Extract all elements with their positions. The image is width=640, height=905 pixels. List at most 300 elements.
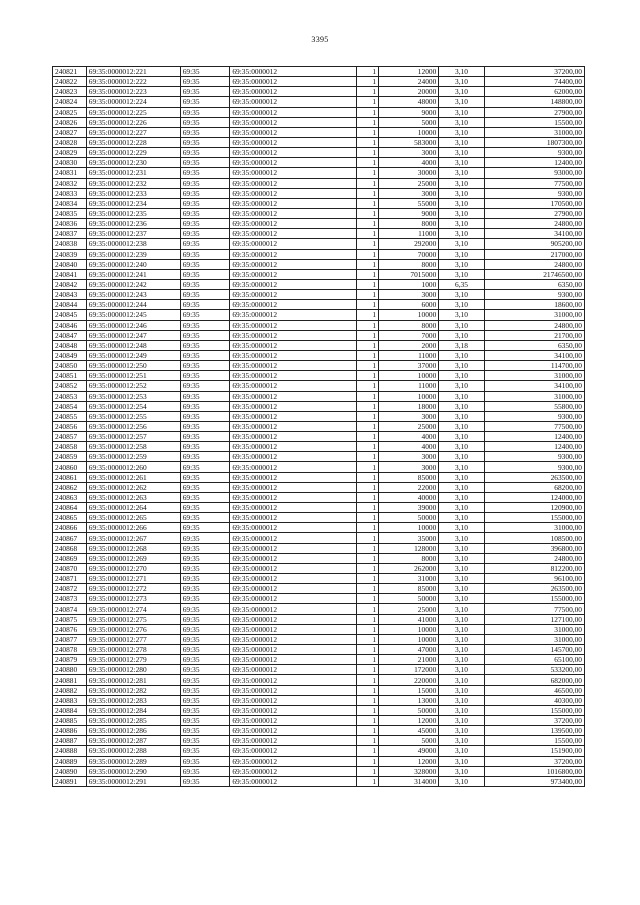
table-row — [53, 442, 585, 452]
table-row — [53, 77, 585, 87]
record-id-cell: 240839 — [53, 249, 87, 259]
cadastral-district-cell: 69:35 — [180, 533, 230, 543]
rate-cell: 3,10 — [439, 239, 484, 249]
cadastral-value-cell: 55800,00 — [484, 401, 584, 411]
table-row — [53, 624, 585, 634]
cadastral-value-cell: 9300,00 — [484, 452, 584, 462]
cadastral-number-cell: 69:35:0000012:234 — [86, 198, 180, 208]
cadastral-value-cell: 1807300,00 — [484, 137, 584, 147]
cadastral-block-cell: 69:35:0000012 — [230, 208, 357, 218]
cadastral-number-cell: 69:35:0000012:281 — [86, 675, 180, 685]
rate-cell: 3,10 — [439, 391, 484, 401]
cadastral-block-cell: 69:35:0000012 — [230, 239, 357, 249]
rate-cell: 3,10 — [439, 107, 484, 117]
cadastral-number-cell: 69:35:0000012:247 — [86, 330, 180, 340]
cadastral-number-cell: 69:35:0000012:264 — [86, 503, 180, 513]
cadastral-block-cell: 69:35:0000012 — [230, 584, 357, 594]
cadastral-block-cell: 69:35:0000012 — [230, 117, 357, 127]
table-row — [53, 695, 585, 705]
table-row — [53, 67, 585, 77]
cadastral-district-cell: 69:35 — [180, 371, 230, 381]
cadastral-value-cell: 12400,00 — [484, 442, 584, 452]
record-id-cell: 240830 — [53, 158, 87, 168]
cadastral-number-cell: 69:35:0000012:250 — [86, 361, 180, 371]
table-row — [53, 432, 585, 442]
table-row — [53, 361, 585, 371]
cadastral-block-cell: 69:35:0000012 — [230, 249, 357, 259]
record-id-cell: 240887 — [53, 736, 87, 746]
cadastral-district-cell: 69:35 — [180, 614, 230, 624]
cadastral-district-cell: 69:35 — [180, 127, 230, 137]
record-id-cell: 240882 — [53, 685, 87, 695]
table-row — [53, 594, 585, 604]
cadastral-number-cell: 69:35:0000012:269 — [86, 553, 180, 563]
cadastral-district-cell: 69:35 — [180, 188, 230, 198]
record-id-cell: 240891 — [53, 776, 87, 786]
cadastral-block-cell: 69:35:0000012 — [230, 716, 357, 726]
rate-cell: 3,10 — [439, 269, 484, 279]
count-cell: 1 — [356, 462, 378, 472]
table-row — [53, 513, 585, 523]
rate-cell: 3,10 — [439, 705, 484, 715]
count-cell: 1 — [356, 239, 378, 249]
cadastral-value-cell: 6350,00 — [484, 340, 584, 350]
record-id-cell: 240847 — [53, 330, 87, 340]
table-row — [53, 614, 585, 624]
cadastral-block-cell: 69:35:0000012 — [230, 634, 357, 644]
cadastral-value-cell: 31000,00 — [484, 371, 584, 381]
cadastral-district-cell: 69:35 — [180, 513, 230, 523]
cadastral-number-cell: 69:35:0000012:254 — [86, 401, 180, 411]
cadastral-value-cell: 31000,00 — [484, 523, 584, 533]
record-id-cell: 240860 — [53, 462, 87, 472]
cadastral-block-cell: 69:35:0000012 — [230, 533, 357, 543]
table-row — [53, 269, 585, 279]
table-row — [53, 259, 585, 269]
cadastral-value-cell: 151900,00 — [484, 746, 584, 756]
cadastral-block-cell: 69:35:0000012 — [230, 756, 357, 766]
cadastral-block-cell: 69:35:0000012 — [230, 67, 357, 77]
cadastral-value-cell: 9300,00 — [484, 411, 584, 421]
cadastral-number-cell: 69:35:0000012:221 — [86, 67, 180, 77]
rate-cell: 3,10 — [439, 655, 484, 665]
table-row — [53, 107, 585, 117]
cadastral-value-cell: 31000,00 — [484, 624, 584, 634]
count-cell: 1 — [356, 279, 378, 289]
cadastral-district-cell: 69:35 — [180, 77, 230, 87]
table-row — [53, 219, 585, 229]
rate-cell: 3,10 — [439, 482, 484, 492]
table-row — [53, 198, 585, 208]
cadastral-number-cell: 69:35:0000012:271 — [86, 574, 180, 584]
area-cell: 5000 — [379, 117, 439, 127]
rate-cell: 3,10 — [439, 776, 484, 786]
record-id-cell: 240870 — [53, 563, 87, 573]
cadastral-district-cell: 69:35 — [180, 87, 230, 97]
count-cell: 1 — [356, 574, 378, 584]
count-cell: 1 — [356, 482, 378, 492]
area-cell: 30000 — [379, 168, 439, 178]
cadastral-number-cell: 69:35:0000012:286 — [86, 726, 180, 736]
cadastral-block-cell: 69:35:0000012 — [230, 746, 357, 756]
cadastral-district-cell: 69:35 — [180, 543, 230, 553]
rate-cell: 3,10 — [439, 746, 484, 756]
record-id-cell: 240833 — [53, 188, 87, 198]
area-cell: 5000 — [379, 736, 439, 746]
cadastral-block-cell: 69:35:0000012 — [230, 340, 357, 350]
cadastral-value-cell: 217000,00 — [484, 249, 584, 259]
count-cell: 1 — [356, 219, 378, 229]
record-id-cell: 240869 — [53, 553, 87, 563]
table-row — [53, 543, 585, 553]
cadastral-value-cell: 31000,00 — [484, 310, 584, 320]
record-id-cell: 240842 — [53, 279, 87, 289]
area-cell: 45000 — [379, 726, 439, 736]
cadastral-district-cell: 69:35 — [180, 67, 230, 77]
cadastral-district-cell: 69:35 — [180, 97, 230, 107]
cadastral-value-cell: 139500,00 — [484, 726, 584, 736]
record-id-cell: 240853 — [53, 391, 87, 401]
rate-cell: 3,10 — [439, 178, 484, 188]
table-row — [53, 127, 585, 137]
rate-cell: 3,10 — [439, 290, 484, 300]
rate-cell: 3,10 — [439, 158, 484, 168]
cadastral-number-cell: 69:35:0000012:259 — [86, 452, 180, 462]
cadastral-district-cell: 69:35 — [180, 239, 230, 249]
area-cell: 3000 — [379, 148, 439, 158]
table-row — [53, 523, 585, 533]
rate-cell: 3,10 — [439, 168, 484, 178]
table-row — [53, 330, 585, 340]
cadastral-block-cell: 69:35:0000012 — [230, 766, 357, 776]
cadastral-district-cell: 69:35 — [180, 391, 230, 401]
table-row — [53, 290, 585, 300]
record-id-cell: 240850 — [53, 361, 87, 371]
cadastral-block-cell: 69:35:0000012 — [230, 97, 357, 107]
table-row — [53, 249, 585, 259]
cadastral-number-cell: 69:35:0000012:238 — [86, 239, 180, 249]
cadastral-block-cell: 69:35:0000012 — [230, 188, 357, 198]
cadastral-value-cell: 21746500,00 — [484, 269, 584, 279]
table-row — [53, 229, 585, 239]
area-cell: 10000 — [379, 371, 439, 381]
record-id-cell: 240881 — [53, 675, 87, 685]
area-cell: 9000 — [379, 208, 439, 218]
cadastral-value-cell: 12400,00 — [484, 158, 584, 168]
area-cell: 25000 — [379, 604, 439, 614]
record-id-cell: 240861 — [53, 472, 87, 482]
cadastral-number-cell: 69:35:0000012:289 — [86, 756, 180, 766]
count-cell: 1 — [356, 361, 378, 371]
cadastral-district-cell: 69:35 — [180, 168, 230, 178]
record-id-cell: 240835 — [53, 208, 87, 218]
cadastral-block-cell: 69:35:0000012 — [230, 503, 357, 513]
cadastral-block-cell: 69:35:0000012 — [230, 645, 357, 655]
record-id-cell: 240886 — [53, 726, 87, 736]
record-id-cell: 240867 — [53, 533, 87, 543]
table-row — [53, 776, 585, 786]
count-cell: 1 — [356, 188, 378, 198]
record-id-cell: 240863 — [53, 492, 87, 502]
count-cell: 1 — [356, 168, 378, 178]
record-id-cell: 240890 — [53, 766, 87, 776]
area-cell: 35000 — [379, 533, 439, 543]
cadastral-block-cell: 69:35:0000012 — [230, 107, 357, 117]
area-cell: 2000 — [379, 340, 439, 350]
rate-cell: 3,10 — [439, 330, 484, 340]
count-cell: 1 — [356, 492, 378, 502]
rate-cell: 3,10 — [439, 77, 484, 87]
area-cell: 50000 — [379, 594, 439, 604]
table-row — [53, 158, 585, 168]
cadastral-value-cell: 74400,00 — [484, 77, 584, 87]
cadastral-number-cell: 69:35:0000012:225 — [86, 107, 180, 117]
cadastral-value-cell: 27900,00 — [484, 208, 584, 218]
cadastral-block-cell: 69:35:0000012 — [230, 381, 357, 391]
cadastral-number-cell: 69:35:0000012:255 — [86, 411, 180, 421]
cadastral-district-cell: 69:35 — [180, 350, 230, 360]
rate-cell: 3,10 — [439, 401, 484, 411]
cadastral-block-cell: 69:35:0000012 — [230, 705, 357, 715]
count-cell: 1 — [356, 158, 378, 168]
area-cell: 12000 — [379, 756, 439, 766]
cadastral-value-cell: 973400,00 — [484, 776, 584, 786]
cadastral-block-cell: 69:35:0000012 — [230, 594, 357, 604]
cadastral-district-cell: 69:35 — [180, 137, 230, 147]
record-id-cell: 240841 — [53, 269, 87, 279]
cadastral-number-cell: 69:35:0000012:262 — [86, 482, 180, 492]
cadastral-number-cell: 69:35:0000012:270 — [86, 563, 180, 573]
rate-cell: 3,10 — [439, 452, 484, 462]
cadastral-block-cell: 69:35:0000012 — [230, 695, 357, 705]
cadastral-number-cell: 69:35:0000012:244 — [86, 300, 180, 310]
count-cell: 1 — [356, 472, 378, 482]
table-row — [53, 391, 585, 401]
cadastral-value-cell: 120900,00 — [484, 503, 584, 513]
cadastral-value-cell: 34100,00 — [484, 350, 584, 360]
cadastral-block-cell: 69:35:0000012 — [230, 137, 357, 147]
count-cell: 1 — [356, 594, 378, 604]
cadastral-district-cell: 69:35 — [180, 452, 230, 462]
area-cell: 6000 — [379, 300, 439, 310]
cadastral-value-cell: 24800,00 — [484, 259, 584, 269]
cadastral-number-cell: 69:35:0000012:279 — [86, 655, 180, 665]
area-cell: 10000 — [379, 523, 439, 533]
cadastral-district-cell: 69:35 — [180, 776, 230, 786]
count-cell: 1 — [356, 756, 378, 766]
cadastral-number-cell: 69:35:0000012:249 — [86, 350, 180, 360]
cadastral-block-cell: 69:35:0000012 — [230, 776, 357, 786]
rate-cell: 3,18 — [439, 340, 484, 350]
count-cell: 1 — [356, 229, 378, 239]
count-cell: 1 — [356, 340, 378, 350]
count-cell: 1 — [356, 208, 378, 218]
cadastral-block-cell: 69:35:0000012 — [230, 492, 357, 502]
count-cell: 1 — [356, 391, 378, 401]
table-row — [53, 492, 585, 502]
count-cell: 1 — [356, 513, 378, 523]
cadastral-block-cell: 69:35:0000012 — [230, 523, 357, 533]
record-id-cell: 240852 — [53, 381, 87, 391]
count-cell: 1 — [356, 442, 378, 452]
record-id-cell: 240873 — [53, 594, 87, 604]
cadastral-district-cell: 69:35 — [180, 716, 230, 726]
cadastral-number-cell: 69:35:0000012:236 — [86, 219, 180, 229]
rate-cell: 3,10 — [439, 726, 484, 736]
cadastral-value-cell: 682000,00 — [484, 675, 584, 685]
rate-cell: 3,10 — [439, 462, 484, 472]
count-cell: 1 — [356, 736, 378, 746]
area-cell: 15000 — [379, 685, 439, 695]
cadastral-number-cell: 69:35:0000012:231 — [86, 168, 180, 178]
area-cell: 47000 — [379, 645, 439, 655]
cadastral-block-cell: 69:35:0000012 — [230, 432, 357, 442]
count-cell: 1 — [356, 584, 378, 594]
cadastral-value-cell: 127100,00 — [484, 614, 584, 624]
cadastral-block-cell: 69:35:0000012 — [230, 553, 357, 563]
area-cell: 7015000 — [379, 269, 439, 279]
cadastral-number-cell: 69:35:0000012:280 — [86, 665, 180, 675]
cadastral-number-cell: 69:35:0000012:227 — [86, 127, 180, 137]
area-cell: 13000 — [379, 695, 439, 705]
record-id-cell: 240883 — [53, 695, 87, 705]
cadastral-number-cell: 69:35:0000012:268 — [86, 543, 180, 553]
cadastral-value-cell: 124000,00 — [484, 492, 584, 502]
table-row — [53, 401, 585, 411]
rate-cell: 3,10 — [439, 543, 484, 553]
cadastral-district-cell: 69:35 — [180, 766, 230, 776]
table-row — [53, 655, 585, 665]
rate-cell: 3,10 — [439, 533, 484, 543]
cadastral-number-cell: 69:35:0000012:245 — [86, 310, 180, 320]
count-cell: 1 — [356, 614, 378, 624]
cadastral-block-cell: 69:35:0000012 — [230, 411, 357, 421]
cadastral-block-cell: 69:35:0000012 — [230, 371, 357, 381]
table-row — [53, 178, 585, 188]
area-cell: 8000 — [379, 259, 439, 269]
count-cell: 1 — [356, 117, 378, 127]
cadastral-block-cell: 69:35:0000012 — [230, 574, 357, 584]
cadastral-block-cell: 69:35:0000012 — [230, 269, 357, 279]
record-id-cell: 240837 — [53, 229, 87, 239]
rate-cell: 3,10 — [439, 645, 484, 655]
cadastral-district-cell: 69:35 — [180, 756, 230, 766]
count-cell: 1 — [356, 320, 378, 330]
cadastral-number-cell: 69:35:0000012:287 — [86, 736, 180, 746]
cadastral-value-cell: 9300,00 — [484, 462, 584, 472]
table-row — [53, 371, 585, 381]
cadastral-district-cell: 69:35 — [180, 279, 230, 289]
cadastral-value-cell: 1016800,00 — [484, 766, 584, 776]
cadastral-block-cell: 69:35:0000012 — [230, 361, 357, 371]
table-row — [53, 168, 585, 178]
cadastral-block-cell: 69:35:0000012 — [230, 350, 357, 360]
table-row — [53, 533, 585, 543]
cadastral-block-cell: 69:35:0000012 — [230, 320, 357, 330]
cadastral-number-cell: 69:35:0000012:278 — [86, 645, 180, 655]
cadastral-number-cell: 69:35:0000012:223 — [86, 87, 180, 97]
count-cell: 1 — [356, 726, 378, 736]
record-id-cell: 240822 — [53, 77, 87, 87]
cadastral-block-cell: 69:35:0000012 — [230, 178, 357, 188]
cadastral-number-cell: 69:35:0000012:256 — [86, 421, 180, 431]
record-id-cell: 240872 — [53, 584, 87, 594]
table-row — [53, 716, 585, 726]
cadastral-district-cell: 69:35 — [180, 736, 230, 746]
rate-cell: 3,10 — [439, 67, 484, 77]
table-row — [53, 746, 585, 756]
cadastral-number-cell: 69:35:0000012:282 — [86, 685, 180, 695]
cadastral-district-cell: 69:35 — [180, 219, 230, 229]
cadastral-block-cell: 69:35:0000012 — [230, 655, 357, 665]
rate-cell: 3,10 — [439, 229, 484, 239]
cadastral-value-cell: 155000,00 — [484, 513, 584, 523]
count-cell: 1 — [356, 330, 378, 340]
area-cell: 10000 — [379, 127, 439, 137]
rate-cell: 3,10 — [439, 563, 484, 573]
cadastral-block-cell: 69:35:0000012 — [230, 482, 357, 492]
cadastral-block-cell: 69:35:0000012 — [230, 401, 357, 411]
cadastral-block-cell: 69:35:0000012 — [230, 290, 357, 300]
count-cell: 1 — [356, 543, 378, 553]
rate-cell: 3,10 — [439, 584, 484, 594]
record-id-cell: 240826 — [53, 117, 87, 127]
count-cell: 1 — [356, 746, 378, 756]
cadastral-district-cell: 69:35 — [180, 705, 230, 715]
rate-cell: 3,10 — [439, 300, 484, 310]
record-id-cell: 240846 — [53, 320, 87, 330]
cadastral-district-cell: 69:35 — [180, 685, 230, 695]
cadastral-district-cell: 69:35 — [180, 269, 230, 279]
cadastral-district-cell: 69:35 — [180, 563, 230, 573]
area-cell: 39000 — [379, 503, 439, 513]
cadastral-block-cell: 69:35:0000012 — [230, 726, 357, 736]
record-id-cell: 240836 — [53, 219, 87, 229]
area-cell: 21000 — [379, 655, 439, 665]
rate-cell: 3,10 — [439, 766, 484, 776]
cadastral-number-cell: 69:35:0000012:252 — [86, 381, 180, 391]
rate-cell: 3,10 — [439, 553, 484, 563]
area-cell: 25000 — [379, 421, 439, 431]
cadastral-value-cell: 62000,00 — [484, 87, 584, 97]
record-id-cell: 240855 — [53, 411, 87, 421]
cadastral-number-cell: 69:35:0000012:276 — [86, 624, 180, 634]
area-cell: 7000 — [379, 330, 439, 340]
table-row — [53, 726, 585, 736]
cadastral-number-cell: 69:35:0000012:232 — [86, 178, 180, 188]
area-cell: 12000 — [379, 67, 439, 77]
cadastral-district-cell: 69:35 — [180, 655, 230, 665]
area-cell: 328000 — [379, 766, 439, 776]
record-id-cell: 240865 — [53, 513, 87, 523]
cadastral-district-cell: 69:35 — [180, 472, 230, 482]
cadastral-block-cell: 69:35:0000012 — [230, 229, 357, 239]
rate-cell: 3,10 — [439, 87, 484, 97]
cadastral-district-cell: 69:35 — [180, 523, 230, 533]
record-id-cell: 240827 — [53, 127, 87, 137]
record-id-cell: 240878 — [53, 645, 87, 655]
cadastral-number-cell: 69:35:0000012:257 — [86, 432, 180, 442]
table-row — [53, 462, 585, 472]
cadastral-district-cell: 69:35 — [180, 432, 230, 442]
rate-cell: 3,10 — [439, 432, 484, 442]
cadastral-value-cell: 34100,00 — [484, 229, 584, 239]
cadastral-number-cell: 69:35:0000012:273 — [86, 594, 180, 604]
cadastral-number-cell: 69:35:0000012:248 — [86, 340, 180, 350]
count-cell: 1 — [356, 97, 378, 107]
record-id-cell: 240871 — [53, 574, 87, 584]
count-cell: 1 — [356, 77, 378, 87]
